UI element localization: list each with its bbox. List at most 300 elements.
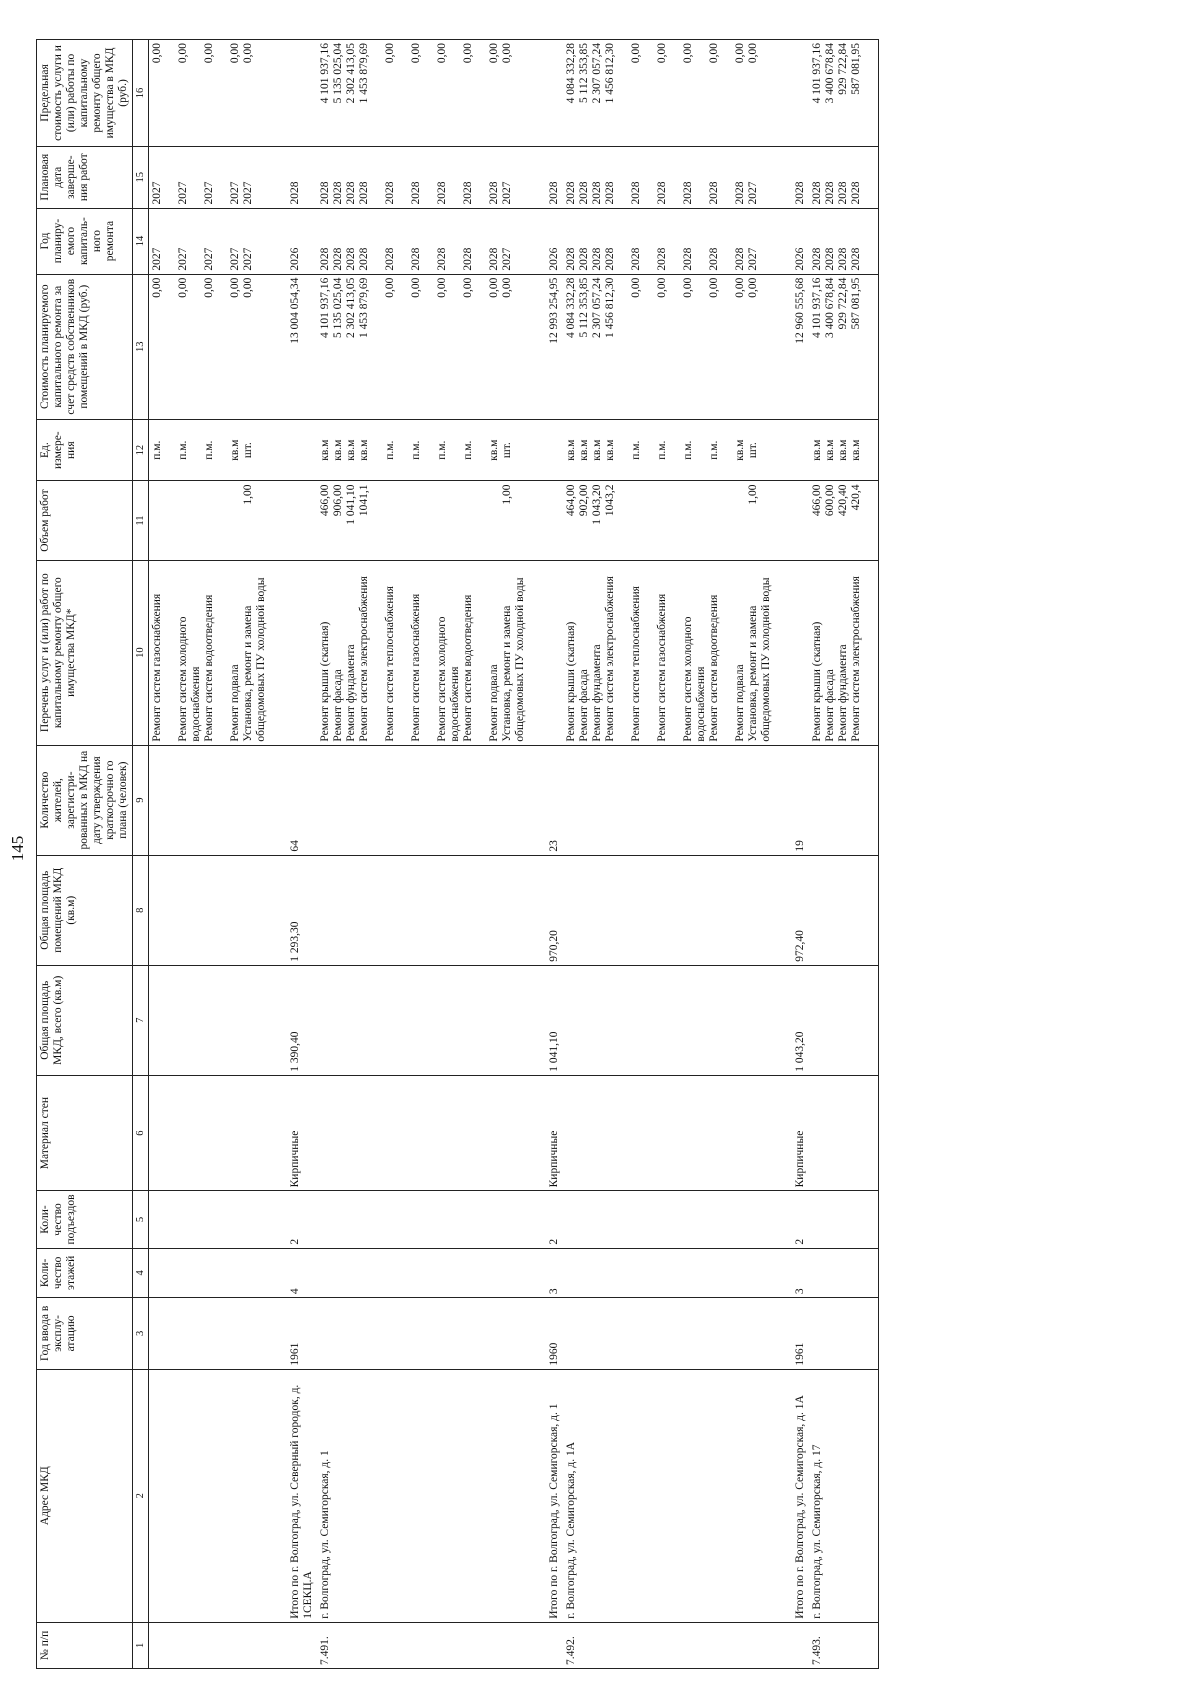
work-volume-line <box>734 484 747 556</box>
work-year-line: 2028 <box>358 247 370 271</box>
empty-cell <box>317 965 542 1075</box>
page-number: 145 <box>8 835 27 862</box>
work-name-line: Установка, ремонт и замена общедомовых ПУ холодной воды <box>242 577 267 742</box>
work-end-line: 2028 <box>462 181 474 205</box>
work-cost-line: 587 081,95 <box>850 277 862 330</box>
work-name-line: Установка, ремонт и замена общедомовых ПУ холодной воды <box>501 577 526 742</box>
work-end-line: 2028 <box>384 181 396 205</box>
work-volume <box>563 481 788 560</box>
col-number: 14 <box>133 208 149 274</box>
total-cost: 12 960 555,68 <box>788 274 809 419</box>
total-label: Итого по г. Волгоград, ул. Северный городок, д. 1СЕКЦ.А <box>283 1369 317 1622</box>
work-cost-line: 0,00 <box>151 277 163 298</box>
header-area-rooms: Общая площадь помещений МКД (кв.м) <box>37 855 133 965</box>
work-unit-line: кв.м <box>850 439 862 461</box>
total-row <box>788 40 809 1669</box>
work-unit-line: кв.м <box>837 439 849 461</box>
work-year-line: 2028 <box>604 247 616 271</box>
total-label: Итого по г. Волгоград, ул. Семигорская, д. 1А <box>788 1369 809 1622</box>
total-area-rooms: 972,40 <box>788 855 809 965</box>
work-year-line: 2028 <box>410 247 422 271</box>
work-limit-line: 0,00 <box>501 43 513 64</box>
work-unit <box>317 419 542 481</box>
work-volume-line <box>682 484 708 556</box>
work-year <box>317 208 542 274</box>
work-end-line: 2028 <box>811 181 823 205</box>
work-cost <box>563 274 788 419</box>
work-name-line: Ремонт систем электроснабжения <box>358 576 370 742</box>
work-cost <box>809 274 879 419</box>
table-row <box>317 40 542 1669</box>
work-cost-line: 929 722,84 <box>837 277 849 330</box>
work-volume-line: 466,00 <box>811 484 823 517</box>
work-end-line: 2028 <box>837 181 849 205</box>
work-end-line: 2028 <box>604 181 616 205</box>
work-end-line: 2028 <box>358 181 370 205</box>
work-name-line: Ремонт крыши (скатная) <box>811 621 823 742</box>
col-number: 12 <box>133 419 149 481</box>
work-year-line: 2028 <box>656 247 668 271</box>
work-unit-line: п.м. <box>630 440 642 460</box>
work-end <box>809 146 879 208</box>
work-cost-line: 0,00 <box>747 277 759 298</box>
work-end-line: 2027 <box>229 181 241 205</box>
work-end-line: 2028 <box>345 181 357 205</box>
work-name-line: Ремонт систем холодного водоснабжения <box>177 616 202 742</box>
work-volume-line: 1 043,20 <box>591 484 603 525</box>
work-year-line: 2028 <box>837 247 849 271</box>
work-volume-line: 906,00 <box>332 484 344 517</box>
work-name-line: Ремонт фундамента <box>837 644 849 742</box>
col-number: 7 <box>133 965 149 1075</box>
work-cost-line: 0,00 <box>656 277 668 298</box>
work-volume-line <box>488 484 501 556</box>
work-cost-line: 0,00 <box>410 277 422 298</box>
empty-cell <box>317 1248 542 1298</box>
total-floors: 3 <box>542 1248 563 1298</box>
work-volume-line: 1,00 <box>242 484 254 505</box>
work-year <box>149 208 284 274</box>
total-residents: 19 <box>788 745 809 855</box>
total-area: 1 043,20 <box>788 965 809 1075</box>
work-year-line: 2028 <box>708 247 720 271</box>
total-label: Итого по г. Волгоград, ул. Семигорская, д. 1 <box>542 1369 563 1622</box>
work-end-line: 2028 <box>734 181 746 205</box>
work-year-line: 2028 <box>824 247 836 271</box>
work-end-line: 2028 <box>630 181 642 205</box>
work-name-line: Ремонт систем холодного водоснабжения <box>436 616 461 742</box>
work-cost-line: 0,00 <box>384 277 396 298</box>
total-area-rooms: 1 293,30 <box>283 855 317 965</box>
work-name-line: Ремонт систем водоотведения <box>708 594 720 742</box>
empty-cell <box>542 1622 563 1668</box>
total-residents: 23 <box>542 745 563 855</box>
work-limit-line: 4 084 332,28 <box>565 43 577 104</box>
work-unit-line: п.м. <box>682 440 694 460</box>
header-address: Адрес МКД <box>37 1369 133 1622</box>
work-end-line: 2028 <box>488 181 500 205</box>
table-row <box>149 40 284 1669</box>
work-year-line: 2027 <box>151 247 163 271</box>
empty-cell <box>542 419 563 481</box>
work-limit-line: 0,00 <box>436 43 448 64</box>
empty-cell <box>149 1298 284 1370</box>
work-unit-line: кв.м <box>734 439 746 461</box>
work-volume-line: 1043,2 <box>604 484 616 517</box>
total-end: 2028 <box>542 146 563 208</box>
item-address: г. Волгоград, ул. Семигорская, д. 17 <box>809 1369 879 1622</box>
total-residents: 64 <box>283 745 317 855</box>
work-volume-line <box>462 484 488 556</box>
work-end-line: 2027 <box>177 181 189 205</box>
work-volume-line: 420,4 <box>850 484 862 511</box>
col-number: 9 <box>133 745 149 855</box>
work-year-line: 2028 <box>436 247 448 271</box>
empty-cell <box>542 481 563 560</box>
work-unit-line: кв.м <box>591 439 603 461</box>
col-number: 3 <box>133 1298 149 1370</box>
work-limit-line: 0,00 <box>229 43 241 64</box>
work-limit-line: 1 456 812,30 <box>604 43 616 104</box>
work-name-line: Ремонт систем теплоснабжения <box>630 586 642 742</box>
work-end-line: 2027 <box>501 181 513 205</box>
work-unit-line: шт. <box>242 442 254 459</box>
work-cost-line: 0,00 <box>630 277 642 298</box>
work-cost-line: 0,00 <box>203 277 215 298</box>
header-works: Перечень услуг и (или) работ по капитальному ремонту общего имущества МКД* <box>37 560 133 745</box>
header-end-date: Плановая дата заверше-ния работ <box>37 146 133 208</box>
work-limit-line: 0,00 <box>242 43 254 64</box>
work-cost-line: 0,00 <box>501 277 513 298</box>
item-number: 7.493. <box>809 1622 879 1668</box>
empty-cell <box>542 40 563 147</box>
work-end-line: 2028 <box>682 181 694 205</box>
header-cost: Стоимость планируемого капитального ремонта за счет средств собственников помещений в МКД (руб.) <box>37 274 133 419</box>
col-number: 11 <box>133 481 149 560</box>
work-limit-line: 4 101 937,16 <box>811 43 823 104</box>
work-end-line: 2027 <box>242 181 254 205</box>
item-address: г. Волгоград, ул. Семигорская, д. 1А <box>563 1369 788 1622</box>
empty-cell <box>317 745 542 855</box>
table-row <box>563 40 788 1669</box>
work-volume-line: 1,00 <box>747 484 759 505</box>
work-volume <box>317 481 542 560</box>
table-row <box>809 40 879 1669</box>
work-name-line: Ремонт систем газоснабжения <box>656 593 668 742</box>
work-unit-line: п.м. <box>151 440 163 460</box>
empty-cell <box>788 40 809 147</box>
empty-cell <box>283 40 317 147</box>
work-name-line: Установка, ремонт и замена общедомовых ПУ холодной воды <box>747 577 772 742</box>
header-limit-cost: Предельная стоимость услуги и (или) работы по капитальному ремонту общего имущества в МКД (руб.) <box>37 40 133 147</box>
work-cost-line: 0,00 <box>734 277 746 298</box>
work-cost-line: 4 084 332,28 <box>565 277 577 338</box>
empty-cell <box>809 1298 879 1370</box>
total-walls: Кирпичные <box>542 1075 563 1191</box>
work-year-line: 2027 <box>203 247 215 271</box>
work-unit-line: кв.м <box>488 439 500 461</box>
col-number: 10 <box>133 560 149 745</box>
empty-cell <box>563 745 788 855</box>
work-volume-line <box>229 484 242 556</box>
work-year-line: 2027 <box>177 247 189 271</box>
empty-cell <box>788 419 809 481</box>
work-unit-line: кв.м <box>565 439 577 461</box>
work-name-line: Ремонт фасада <box>578 669 590 742</box>
work-volume-line: 466,00 <box>319 484 331 517</box>
work-limit-line: 587 081,95 <box>850 43 862 95</box>
item-number: 7.491. <box>317 1622 542 1668</box>
work-end-line: 2028 <box>656 181 668 205</box>
total-entrances: 2 <box>788 1191 809 1248</box>
work-name-line: Ремонт систем холодного водоснабжения <box>682 616 707 742</box>
work-cost-line: 0,00 <box>436 277 448 298</box>
work-name-line: Ремонт фундамента <box>591 644 603 742</box>
work-cost-line: 0,00 <box>229 277 241 298</box>
empty-cell <box>283 560 317 745</box>
header-year-built: Год ввода в эксплу-атацию <box>37 1298 133 1370</box>
empty-cell <box>149 1191 284 1248</box>
work-year-line: 2028 <box>319 247 331 271</box>
header-residents: Количество жителей, зарегистри-рованных в МКД на дату утверждения краткосрочно го плана (человек) <box>37 745 133 855</box>
work-unit-line: п.м. <box>656 440 668 460</box>
work-limit <box>149 40 284 147</box>
work-limit-line: 929 722,84 <box>837 43 849 95</box>
work-end-line: 2028 <box>332 181 344 205</box>
work-limit-line: 0,00 <box>203 43 215 64</box>
empty-cell <box>563 1248 788 1298</box>
work-unit-line: п.м. <box>708 440 720 460</box>
work-end-line: 2028 <box>565 181 577 205</box>
work-limit-line: 0,00 <box>177 43 189 64</box>
work-unit-line: п.м. <box>177 440 189 460</box>
capital-repair-table <box>36 39 879 1669</box>
work-limit-line: 0,00 <box>656 43 668 64</box>
work-limit-line: 0,00 <box>462 43 474 64</box>
work-unit-line: шт. <box>747 442 759 459</box>
work-year-line: 2027 <box>242 247 254 271</box>
work-unit-line: п.м. <box>384 440 396 460</box>
work-volume-line: 420,40 <box>837 484 849 517</box>
work-unit-line: кв.м <box>332 439 344 461</box>
work-name-line: Ремонт крыши (скатная) <box>319 621 331 742</box>
work-volume-line <box>151 484 177 556</box>
work-limit-line: 5 135 025,04 <box>332 43 344 104</box>
work-end-line: 2027 <box>203 181 215 205</box>
work-end-line: 2028 <box>578 181 590 205</box>
work-name-line: Ремонт подвала <box>229 664 241 742</box>
col-number: 15 <box>133 146 149 208</box>
work-cost-line: 1 456 812,30 <box>604 277 616 338</box>
work-volume-line <box>436 484 462 556</box>
empty-cell <box>317 855 542 965</box>
work-limit-line: 4 101 937,16 <box>319 43 331 104</box>
work-limit <box>563 40 788 147</box>
col-number: 6 <box>133 1075 149 1191</box>
work-year-line: 2028 <box>682 247 694 271</box>
work-cost-line: 2 302 413,05 <box>345 277 357 338</box>
empty-cell <box>809 965 879 1075</box>
col-number: 4 <box>133 1248 149 1298</box>
work-volume-line <box>410 484 436 556</box>
work-end <box>149 146 284 208</box>
work-volume <box>149 481 284 560</box>
work-cost-line: 5 112 353,85 <box>578 277 590 338</box>
total-row <box>283 40 317 1669</box>
work-unit-line: кв.м <box>578 439 590 461</box>
work-limit-line: 0,00 <box>682 43 694 64</box>
work-cost-line: 3 400 678,84 <box>824 277 836 338</box>
empty-cell <box>809 745 879 855</box>
work-cost-line: 0,00 <box>488 277 500 298</box>
total-floors: 4 <box>283 1248 317 1298</box>
work-year-line: 2028 <box>591 247 603 271</box>
work-name-line: Ремонт систем газоснабжения <box>410 593 422 742</box>
work-unit-line: кв.м <box>358 439 370 461</box>
work-unit-line: кв.м <box>604 439 616 461</box>
col-number: 5 <box>133 1191 149 1248</box>
work-name <box>149 560 284 745</box>
work-name-line: Ремонт систем газоснабжения <box>151 593 163 742</box>
work-cost-line: 1 453 879,69 <box>358 277 370 338</box>
work-end-line: 2028 <box>410 181 422 205</box>
total-area: 1 390,40 <box>283 965 317 1075</box>
work-unit-line: п.м. <box>410 440 422 460</box>
work-cost-line: 0,00 <box>708 277 720 298</box>
total-walls: Кирпичные <box>283 1075 317 1191</box>
empty-cell <box>788 481 809 560</box>
work-unit-line: кв.м <box>824 439 836 461</box>
total-year-built: 1961 <box>283 1298 317 1370</box>
work-volume-line <box>708 484 734 556</box>
work-end <box>563 146 788 208</box>
header-row <box>37 40 133 1669</box>
work-year-line: 2028 <box>384 247 396 271</box>
work-name-line: Ремонт подвала <box>488 664 500 742</box>
work-cost-line: 4 101 937,16 <box>811 277 823 338</box>
work-end-line: 2028 <box>708 181 720 205</box>
work-unit-line: п.м. <box>436 440 448 460</box>
work-limit-line: 3 400 678,84 <box>824 43 836 104</box>
total-year-built: 1960 <box>542 1298 563 1370</box>
work-year-line: 2028 <box>630 247 642 271</box>
work-cost-line: 0,00 <box>177 277 189 298</box>
item-number <box>149 1622 284 1668</box>
total-floors: 3 <box>788 1248 809 1298</box>
work-year-line: 2028 <box>811 247 823 271</box>
empty-cell <box>563 855 788 965</box>
col-number: 2 <box>133 1369 149 1622</box>
work-unit-line: шт. <box>501 442 513 459</box>
header-repair-year: Год планиру-емого капиталь-ного ремонта <box>37 208 133 274</box>
work-cost <box>149 274 284 419</box>
work-name-line: Ремонт систем теплоснабжения <box>384 586 396 742</box>
empty-cell <box>809 1075 879 1191</box>
total-area: 1 041,10 <box>542 965 563 1075</box>
total-end: 2028 <box>788 146 809 208</box>
work-unit-line: п.м. <box>203 440 215 460</box>
empty-cell <box>563 1298 788 1370</box>
empty-cell <box>317 1191 542 1248</box>
work-year-line: 2028 <box>488 247 500 271</box>
work-year <box>563 208 788 274</box>
empty-cell <box>563 965 788 1075</box>
work-limit-line: 0,00 <box>488 43 500 64</box>
work-cost-line: 0,00 <box>462 277 474 298</box>
empty-cell <box>149 745 284 855</box>
total-year: 2026 <box>788 208 809 274</box>
work-limit-line: 0,00 <box>630 43 642 64</box>
work-volume <box>809 481 879 560</box>
empty-cell <box>149 855 284 965</box>
total-entrances: 2 <box>542 1191 563 1248</box>
work-year-line: 2028 <box>850 247 862 271</box>
work-limit-line: 0,00 <box>384 43 396 64</box>
work-end-line: 2028 <box>591 181 603 205</box>
total-entrances: 2 <box>283 1191 317 1248</box>
work-limit-line: 1 453 879,69 <box>358 43 370 104</box>
col-number: 8 <box>133 855 149 965</box>
work-name-line: Ремонт фасада <box>824 669 836 742</box>
work-name <box>809 560 879 745</box>
work-year-line: 2027 <box>229 247 241 271</box>
work-end-line: 2028 <box>319 181 331 205</box>
column-number-row <box>133 40 149 1669</box>
work-limit-line: 2 302 413,05 <box>345 43 357 104</box>
work-year-line: 2027 <box>747 247 759 271</box>
work-limit <box>809 40 879 147</box>
work-name <box>317 560 542 745</box>
total-year-built: 1961 <box>788 1298 809 1370</box>
empty-cell <box>283 419 317 481</box>
work-end-line: 2027 <box>747 181 759 205</box>
header-num: № п/п <box>37 1622 133 1668</box>
work-limit <box>317 40 542 147</box>
header-volume: Объем работ <box>37 481 133 560</box>
total-cost: 12 993 254,95 <box>542 274 563 419</box>
work-year-line: 2028 <box>345 247 357 271</box>
header-unit: Ед. измере-ния <box>37 419 133 481</box>
work-end-line: 2028 <box>824 181 836 205</box>
work-limit-line: 0,00 <box>734 43 746 64</box>
work-name-line: Ремонт систем электроснабжения <box>850 576 862 742</box>
work-name-line: Ремонт фундамента <box>345 644 357 742</box>
work-year-line: 2028 <box>565 247 577 271</box>
header-walls: Материал стен <box>37 1075 133 1191</box>
empty-cell <box>563 1075 788 1191</box>
work-cost-line: 0,00 <box>242 277 254 298</box>
work-name-line: Ремонт фасада <box>332 669 344 742</box>
empty-cell <box>809 1191 879 1248</box>
work-name-line: Ремонт подвала <box>734 664 746 742</box>
work-limit-line: 0,00 <box>410 43 422 64</box>
work-volume-line: 902,00 <box>578 484 590 517</box>
work-unit-line: кв.м <box>345 439 357 461</box>
empty-cell <box>788 560 809 745</box>
work-limit-line: 0,00 <box>747 43 759 64</box>
empty-cell <box>149 1248 284 1298</box>
work-volume-line: 1 041,10 <box>345 484 357 525</box>
work-name-line: Ремонт систем водоотведения <box>462 594 474 742</box>
work-end-line: 2028 <box>436 181 448 205</box>
empty-cell <box>283 1622 317 1668</box>
work-limit-line: 0,00 <box>151 43 163 64</box>
work-unit <box>809 419 879 481</box>
empty-cell <box>317 1075 542 1191</box>
work-year-line: 2028 <box>578 247 590 271</box>
work-cost-line: 4 101 937,16 <box>319 277 331 338</box>
work-unit-line: кв.м <box>319 439 331 461</box>
